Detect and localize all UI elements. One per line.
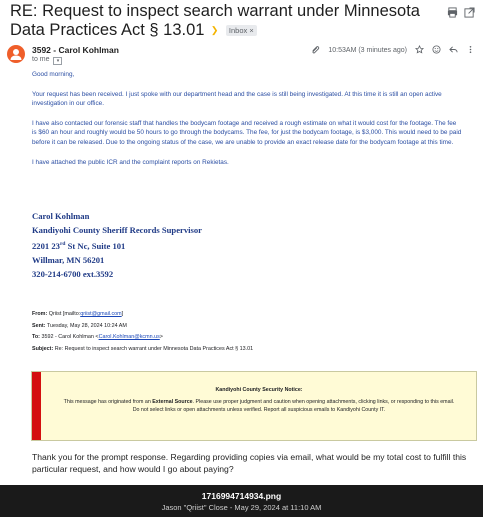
quoted-header — [32, 309, 253, 355]
importance-marker-icon[interactable]: ❯ — [210, 25, 219, 35]
quoted-sent: Sent: Tuesday, May 28, 2024 10:24 AM — [32, 322, 127, 329]
caption-filename: 1716994714934.png — [201, 491, 282, 501]
subject-row — [10, 2, 440, 40]
recipient-text: to me — [32, 56, 50, 63]
notice-title: Kandiyohi County Security Notice: — [215, 387, 303, 393]
print-icon[interactable] — [447, 5, 458, 23]
body-paragraph: Your request has been received. I just spoke with our department head and the case is still being investigated. At this time it is still an open active investigation in our office. — [32, 90, 442, 108]
body-paragraph: I have also contacted our forensic staff that handles the bodycam footage and received a rough estimate on what it would cost for the footage. The fee is $60 an hour and roughly would be 50 hours to go through the bodycams. The fee, for just the bodycam footage, is $3,000. This would need to be paid before it can be released. Due to the ongoing status of the case, we are unable to provide an exact release date for the bodycam footage at this time. — [32, 119, 462, 146]
person-icon — [9, 47, 23, 61]
quoted-to-email-link[interactable]: Carol.Kohlman@kcmn.us — [98, 334, 160, 340]
top-actions — [447, 5, 475, 23]
notice-warning-bar — [32, 372, 41, 440]
signature-title: Kandiyohi County Sheriff Records Supervisor — [32, 225, 202, 235]
emoji-reaction-icon[interactable] — [432, 45, 441, 56]
body-greeting: Good morning, — [32, 71, 75, 78]
reply-icon[interactable] — [449, 45, 458, 56]
inbox-label-chip[interactable]: Inbox × — [226, 25, 257, 36]
quoted-from: From: Qriist [mailto:qriist@gmail.com] — [32, 311, 124, 317]
more-options-icon[interactable] — [466, 45, 475, 56]
notice-content — [50, 386, 468, 414]
sender-name[interactable]: 3592 - Carol Kohlman — [32, 45, 119, 55]
notice-line2: Do not select links or open attachments unless verified. Report all suspicious emails to Kandiyohi County IT. — [132, 407, 386, 413]
security-notice — [31, 371, 477, 441]
signature-name: Carol Kohlman — [32, 211, 90, 221]
recipient-details-dropdown[interactable]: ▾ — [53, 57, 62, 65]
quoted-to: To: 3592 - Carol Kohlman <Carol.Kohlman@kcmn.us> — [32, 334, 163, 340]
email-body — [32, 70, 462, 177]
open-in-new-window-icon[interactable] — [464, 5, 475, 23]
quoted-from-email-link[interactable]: qriist@gmail.com — [80, 311, 122, 317]
star-icon[interactable] — [415, 45, 424, 56]
signature-phone: 320-214-6700 ext.3592 — [32, 268, 114, 279]
notice-line1: This message has originated from an External Source. Please use proper judgment and caution when opening attachments, clicking links, or responding to this email. — [63, 399, 455, 405]
message-meta — [311, 45, 475, 56]
message-timestamp: 10:53AM (3 minutes ago) — [328, 47, 407, 54]
email-signature — [32, 209, 202, 281]
body-paragraph: I have attached the public ICR and the complaint reports on Rekietas. — [32, 158, 229, 166]
signature-address: 2201 23rd St Nc, Suite 101 — [32, 240, 126, 251]
reply-text: Thank you for the prompt response. Regarding providing copies via email, what would be my total cost to fulfill this particular request, and how would I go about paying? — [32, 452, 467, 474]
attachment-icon — [311, 45, 320, 56]
quoted-subject: Subject: Re: Request to inspect search warrant under Minnesota Data Practices Act § 13.01 — [32, 345, 254, 352]
email-subject: RE: Request to inspect search warrant under Minnesota Data Practices Act § 13.01 — [10, 2, 420, 39]
sender-avatar[interactable] — [7, 45, 25, 63]
signature-city: Willmar, MN 56201 — [32, 254, 105, 265]
recipient-line — [32, 56, 62, 65]
caption-byline: Jason "Qriist" Close - May 29, 2024 at 11:10 AM — [161, 503, 322, 512]
image-caption-bar — [0, 485, 483, 517]
